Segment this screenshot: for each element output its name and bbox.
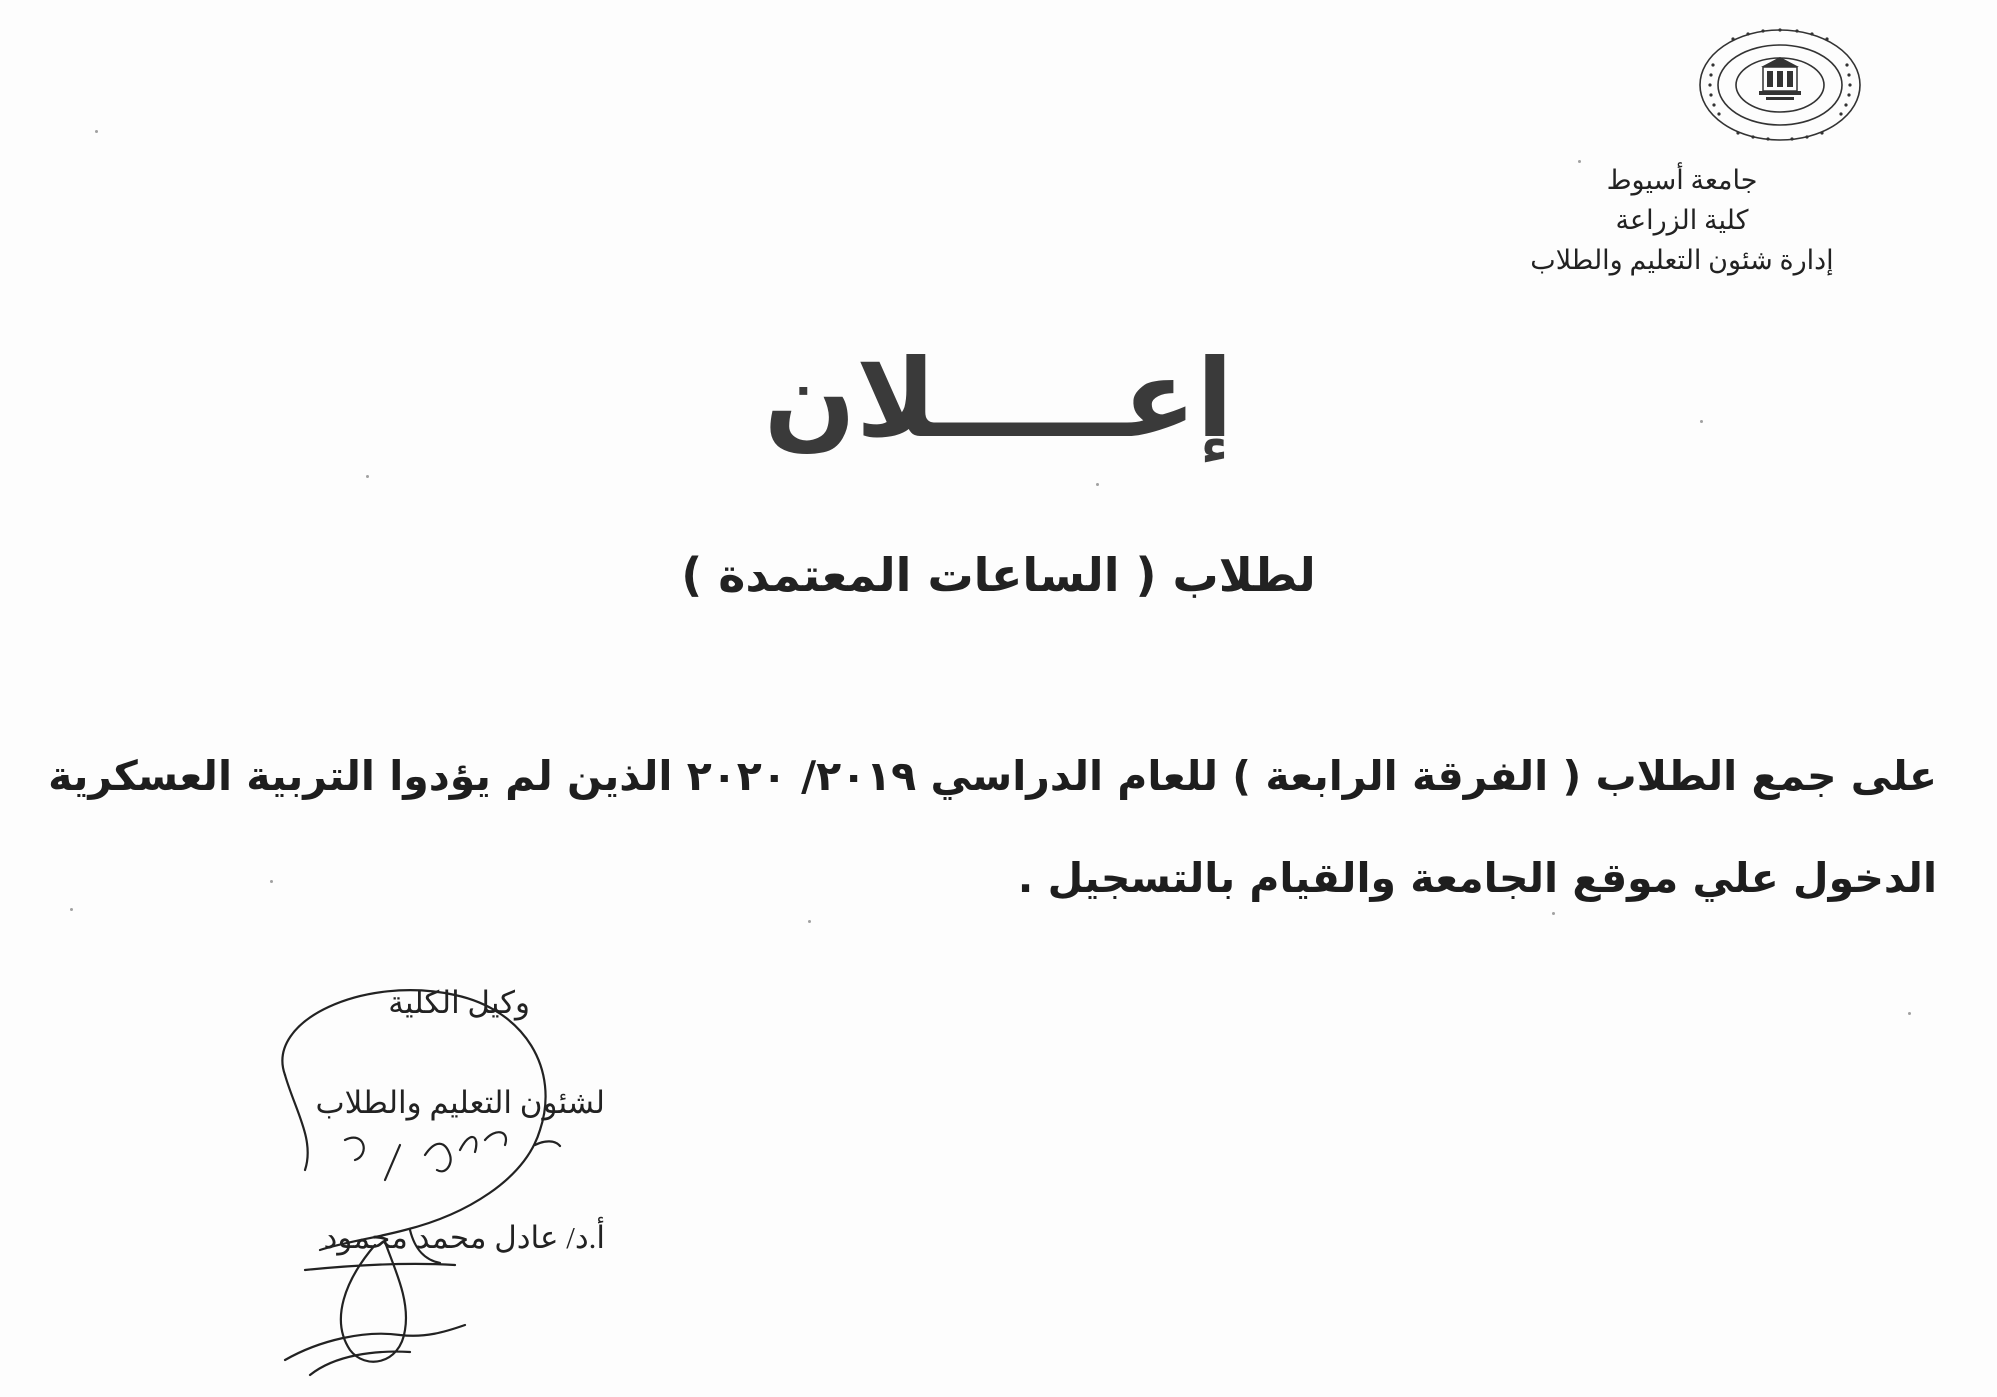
- announcement-subtitle: لطلاب ( الساعات المعتمدة ): [681, 548, 1316, 602]
- announcement-line-2: الدخول علي موقع الجامعة والقيام بالتسجيل .: [1017, 854, 1937, 902]
- university-name: جامعة أسيوط: [1606, 165, 1758, 195]
- announcement-title: إعـــــلان: [763, 337, 1234, 462]
- signatory-title: وكيل الكلية: [388, 985, 530, 1020]
- announcement-line-1: على جمع الطلاب ( الفرقة الرابعة ) للعام الدراسي ٢٠١٩/ ٢٠٢٠ الذين لم يؤدوا التربية العسكرية: [48, 752, 1937, 800]
- faculty-name: كلية الزراعة: [1615, 205, 1749, 235]
- announcement-body: [37, 725, 1937, 929]
- scan-speck: [1908, 1012, 1911, 1015]
- university-seal-icon: [1693, 25, 1868, 145]
- institution-header: [1482, 160, 1882, 280]
- signatory-department: لشئون التعليم والطلاب: [315, 1085, 605, 1120]
- handwritten-signature-icon: [225, 980, 665, 1390]
- scan-speck: [1096, 483, 1099, 486]
- scan-speck: [366, 475, 369, 478]
- department-name: إدارة شئون التعليم والطلاب: [1530, 245, 1834, 275]
- scan-speck: [95, 130, 98, 133]
- signatory-name: أ.د/ عادل محمد محمود: [323, 1220, 605, 1255]
